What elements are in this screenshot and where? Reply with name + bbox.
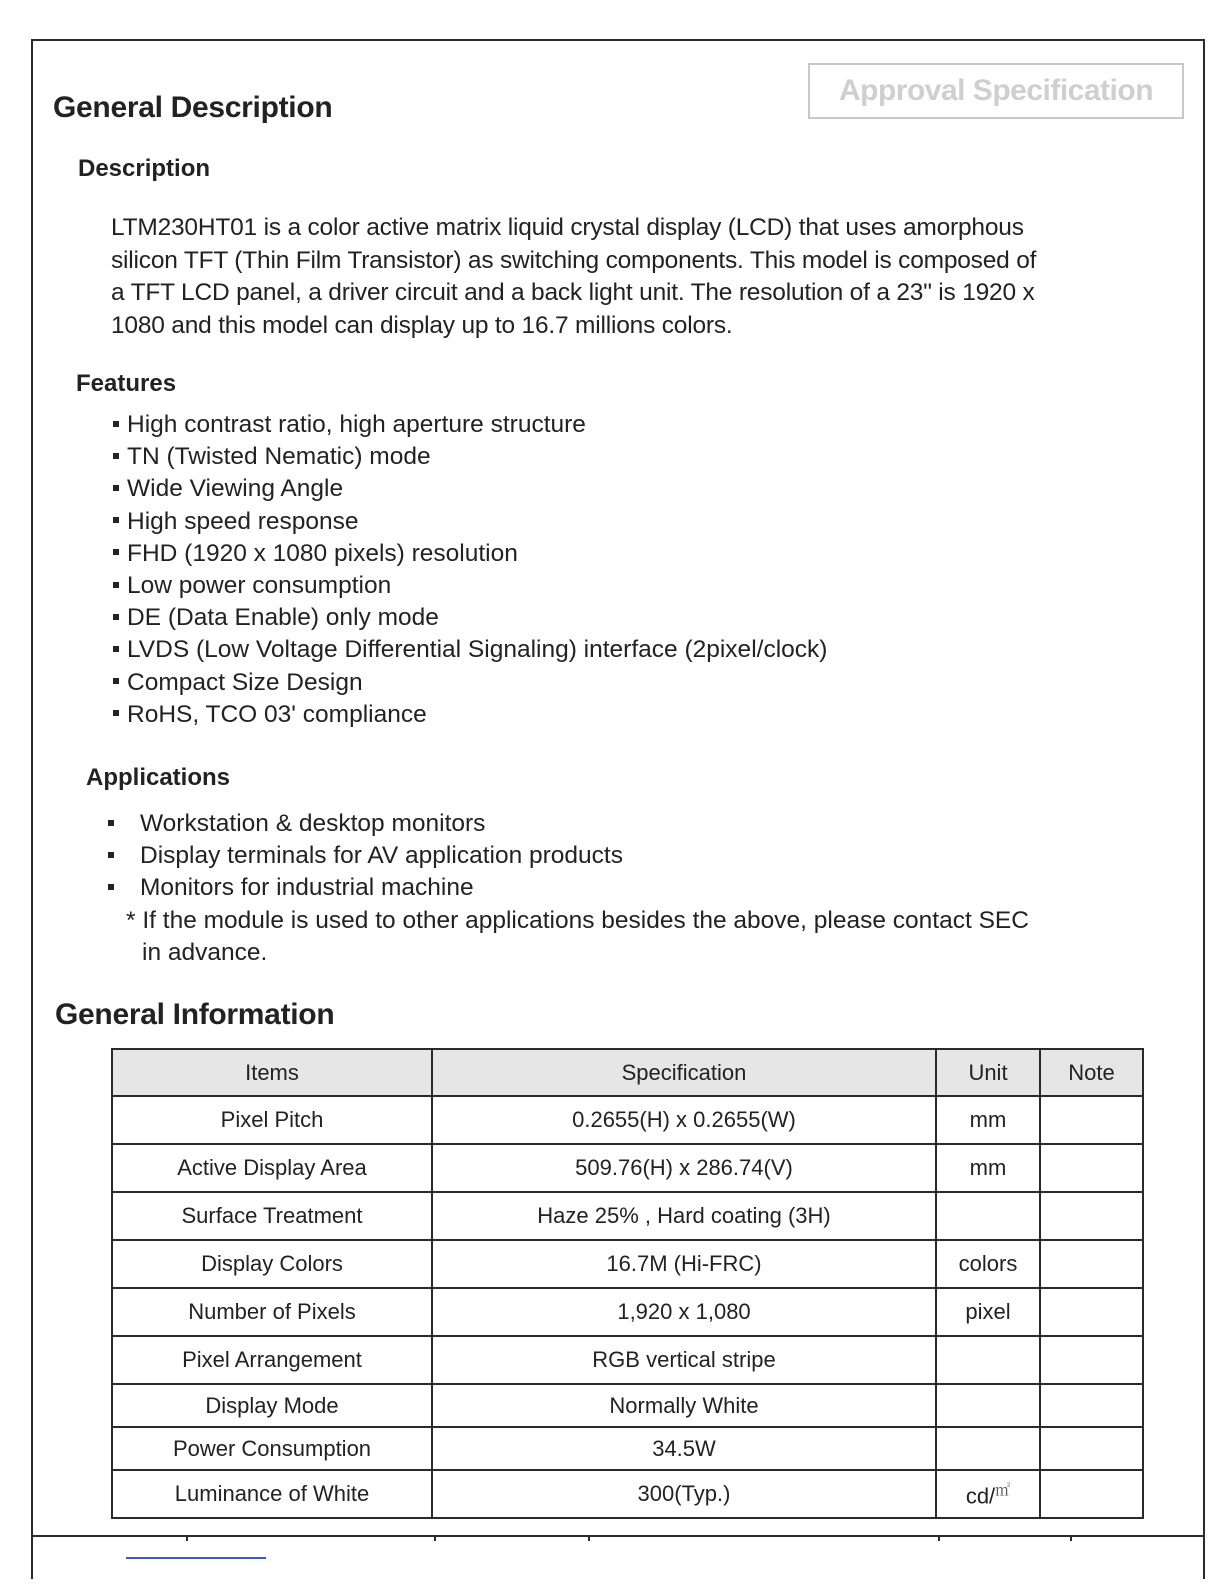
table-row [112,1427,1143,1470]
note-cell [1040,1427,1143,1470]
unit-cell [936,1427,1040,1470]
unit-cell: colors [936,1240,1040,1288]
item-cell: Luminance of White [112,1470,432,1518]
spec-cell: 34.5W [432,1427,936,1470]
spec-cell: 1,920 x 1,080 [432,1288,936,1336]
table-row [112,1240,1143,1288]
note-cell [1040,1384,1143,1427]
features-heading: Features [76,370,177,397]
note-cell [1040,1470,1143,1518]
table-row [112,1288,1143,1336]
list-item: High contrast ratio, high aperture structure [113,409,827,441]
table-row [112,1192,1143,1240]
list-item: Workstation & desktop monitors [108,808,623,840]
general-information-table [111,1048,1144,1519]
bullet-icon [113,485,119,491]
table-row [112,1096,1143,1144]
spec-cell: Normally White [432,1384,936,1427]
note-cell [1040,1336,1143,1384]
description-line: a TFT LCD panel, a driver circuit and a back light unit. The resolution of a 23" is 1920 x [111,279,1035,306]
spec-cell: 509.76(H) x 286.74(V) [432,1144,936,1192]
spec-cell: 0.2655(H) x 0.2655(W) [432,1096,936,1144]
list-item: FHD (1920 x 1080 pixels) resolution [113,538,827,570]
item-cell: Surface Treatment [112,1192,432,1240]
column-header: Specification [432,1049,936,1096]
description-line: silicon TFT (Thin Film Transistor) as switching components. This model is composed of [111,246,1037,274]
description-line: LTM230HT01 is a color active matrix liquid crystal display (LCD) that uses amorphous [111,214,1024,241]
list-item: High speed response [113,506,827,538]
note-cell [1040,1096,1143,1144]
bullet-icon [113,517,119,523]
spec-cell: 300(Typ.) [432,1470,936,1518]
item-cell: Pixel Arrangement [112,1336,432,1384]
bullet-icon [113,678,119,684]
unit-cell [936,1192,1040,1240]
item-cell: Display Mode [112,1384,432,1427]
bullet-icon [113,453,119,459]
list-item: TN (Twisted Nematic) mode [113,441,827,473]
item-cell: Active Display Area [112,1144,432,1192]
note-cell [1040,1144,1143,1192]
table-header-row [112,1049,1143,1096]
spec-cell: RGB vertical stripe [432,1336,936,1384]
table-row [112,1336,1143,1384]
bullet-icon [113,421,119,427]
unit-cell [936,1336,1040,1384]
item-cell: Power Consumption [112,1427,432,1470]
spec-cell: Haze 25% , Hard coating (3H) [432,1192,936,1240]
approval-specification-badge: Approval Specification [808,63,1184,119]
bullet-icon [113,646,119,652]
item-cell: Display Colors [112,1240,432,1288]
list-item: Display terminals for AV application products [108,840,623,872]
table-row [112,1470,1143,1518]
page-bottom-rule [31,1535,1205,1537]
item-cell: Number of Pixels [112,1288,432,1336]
unit-cell: mm [936,1144,1040,1192]
unit-cell [936,1384,1040,1427]
item-cell: Pixel Pitch [112,1096,432,1144]
bullet-icon [113,582,119,588]
spec-cell: 16.7M (Hi-FRC) [432,1240,936,1288]
bullet-icon [108,884,114,890]
general-information-title: General Information [55,998,335,1031]
general-description-title: General Description [53,91,333,124]
unit-text: cd/ [965,1483,996,1509]
list-item: Monitors for industrial machine [108,872,623,904]
bullet-icon [113,710,119,716]
applications-heading: Applications [86,764,231,791]
list-item: LVDS (Low Voltage Differential Signaling) interface (2pixel/clock) [113,634,827,666]
note-cell [1040,1192,1143,1240]
bullet-icon [108,820,114,826]
applications-list [108,808,623,905]
unit-cell [936,1470,1040,1518]
list-item: Low power consumption [113,570,827,602]
column-header: Unit [936,1049,1040,1096]
bullet-icon [113,549,119,555]
column-header: Items [112,1049,432,1096]
unit-cell: mm [936,1096,1040,1144]
unit-cell: pixel [936,1288,1040,1336]
note-line: in advance. [142,939,268,967]
list-item: DE (Data Enable) only mode [113,602,827,634]
list-item: RoHS, TCO 03' compliance [113,699,827,731]
note-cell [1040,1288,1143,1336]
column-header: Note [1040,1049,1143,1096]
description-paragraph [111,212,1171,342]
note-line: * If the module is used to other applications besides the above, please contact SEC [126,907,1029,934]
description-line: 1080 and this model can display up to 16.7 millions colors. [111,311,733,339]
bullet-icon [113,614,119,620]
bullet-icon [108,852,114,858]
link-underline [126,1557,266,1559]
square-meter-symbol: ㎡ [995,1481,1011,1499]
features-list [113,409,827,731]
table-row [112,1144,1143,1192]
table-row [112,1384,1143,1427]
list-item: Wide Viewing Angle [113,473,827,505]
applications-note [126,905,1029,969]
description-heading: Description [78,155,211,182]
note-cell [1040,1240,1143,1288]
list-item: Compact Size Design [113,667,827,699]
